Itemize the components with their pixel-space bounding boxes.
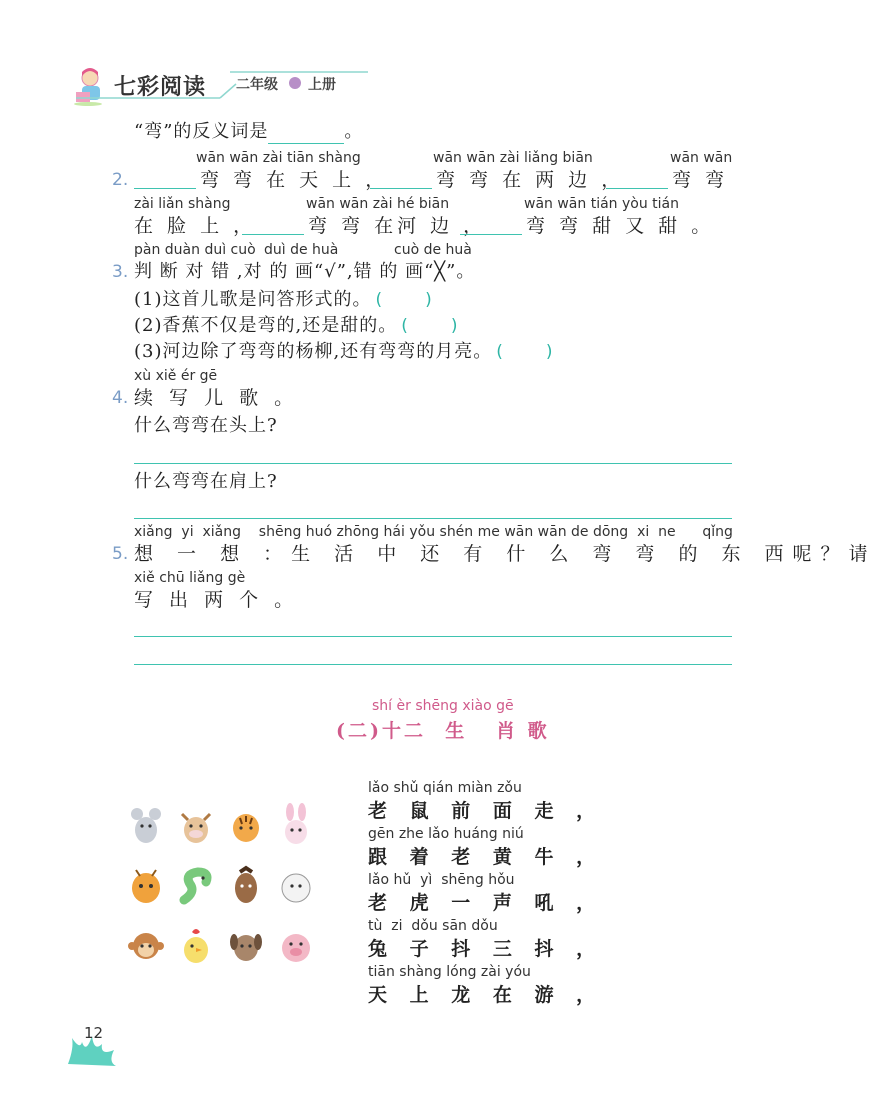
poem-line-3: 老 虎 一 声 吼 ， <box>368 892 604 914</box>
pig-icon <box>276 924 316 968</box>
tiger-icon <box>226 804 266 848</box>
poem-line-3-pinyin: lǎo hǔ yì shēng hǒu <box>368 872 515 888</box>
q5-answer-line-1[interactable] <box>134 636 732 637</box>
ox-icon <box>176 804 216 848</box>
q3-answer-2[interactable]: ( ) <box>401 316 459 336</box>
q2-pinyin-2b: wān wān zài hé biān <box>306 196 450 212</box>
q1-answer-blank[interactable] <box>268 123 344 144</box>
q5-answer-line-2[interactable] <box>134 664 732 665</box>
q1-tail <box>134 120 363 144</box>
q2-blank-1[interactable] <box>134 168 196 189</box>
q4-pinyin: xù xiě ér gē <box>134 368 218 384</box>
horse-icon <box>226 864 266 908</box>
q2-blank-3[interactable] <box>606 168 668 189</box>
q5-number: 5. <box>112 544 129 564</box>
dog-icon <box>226 924 266 968</box>
grade-dot-icon <box>288 76 302 90</box>
q5-line-2: 写 出 两 个 。 <box>134 589 299 611</box>
q1-period: 。 <box>344 121 364 142</box>
q4-number: 4. <box>112 388 129 408</box>
q5-pinyin-2: xiě chū liǎng gè <box>134 570 246 586</box>
rat-icon <box>126 804 166 848</box>
q5-line-1: 想 一 想 ：生 活 中 还 有 什 么 弯 弯 的 东 西呢？请 <box>134 543 877 565</box>
q2-pinyin-1c: wān wān <box>670 150 733 166</box>
rooster-icon <box>176 924 216 968</box>
q2-line1a: 弯 弯 在 天 上 ， <box>200 169 389 191</box>
q2-blank-2[interactable] <box>370 168 432 189</box>
q2-pinyin-1a: wān wān zài tiān shàng <box>196 150 361 166</box>
q4-answer-line-1[interactable] <box>134 463 732 464</box>
q2-line2c: 弯 弯 甜 又 甜 。 <box>526 215 715 237</box>
q2-number: 2. <box>112 170 129 190</box>
poem-line-4: 兔 子 抖 三 抖 ， <box>368 938 604 960</box>
volume-label: 上册 <box>308 77 336 93</box>
q2-blank-5[interactable] <box>460 214 522 235</box>
monkey-icon <box>126 924 166 968</box>
q3-item-1 <box>134 288 433 312</box>
q2-pinyin-2a: zài liǎn shàng <box>134 196 231 212</box>
snake-icon <box>176 864 216 908</box>
poem-line-5-pinyin: tiān shàng lóng zài yóu <box>368 964 531 980</box>
poem-line-1: 老 鼠 前 面 走 ， <box>368 800 604 822</box>
q3-number: 3. <box>112 262 129 282</box>
poem-line-2: 跟 着 老 黄 牛 ， <box>368 846 604 868</box>
goat-icon <box>276 864 316 908</box>
q3-pinyin-a: pàn duàn duì cuò <box>134 242 256 258</box>
poem-line-5: 天 上 龙 在 游 ， <box>368 984 604 1006</box>
q3-item-3-text: (3)河边除了弯弯的杨柳,还有弯弯的月亮。 <box>134 341 493 362</box>
q3-answer-1[interactable]: ( ) <box>375 290 433 310</box>
q2-line1c: 弯 弯 <box>672 169 729 191</box>
rabbit-icon <box>276 804 316 848</box>
q5-pinyin-1: xiǎng yi xiǎng shēng huó zhōng hái yǒu shén me wān wān de dōng xi ne qǐng <box>134 524 733 540</box>
q3-answer-3[interactable]: ( ) <box>496 342 554 362</box>
poem-line-1-pinyin: lǎo shǔ qián miàn zǒu <box>368 780 522 796</box>
page-number: 12 <box>84 1024 104 1042</box>
q4-prompt-1: 什么弯弯在头上? <box>134 415 278 436</box>
header <box>70 62 370 108</box>
q4-prompt-2: 什么弯弯在肩上? <box>134 471 278 492</box>
q3-pinyin-c: cuò de huà <box>394 242 472 258</box>
q2-line2b: 弯 弯 在河 边 ， <box>308 215 487 237</box>
poem-line-4-pinyin: tù zi dǒu sān dǒu <box>368 918 498 934</box>
q2-pinyin-2c: wān wān tián yòu tián <box>524 196 679 212</box>
q4-title: 续 写 儿 歌 。 <box>134 387 299 409</box>
brand-title: 七彩阅读 <box>114 75 207 100</box>
q1-text: “弯”的反义词是 <box>134 121 269 142</box>
q2-line1b: 弯 弯 在 两 边 ， <box>436 169 625 191</box>
q2-line2a: 在 脸 上 ， <box>134 215 257 237</box>
poem-title-pinyin: shí èr shēng xiào gē <box>372 698 514 714</box>
q3-item-2 <box>134 314 459 338</box>
poem-title: (二)十二 生 肖 歌 <box>336 720 550 742</box>
q4-answer-line-2[interactable] <box>134 518 732 519</box>
q2-pinyin-1b: wān wān zài liǎng biān <box>433 150 593 166</box>
q3-item-3 <box>134 340 554 364</box>
dragon-icon <box>126 864 166 908</box>
q3-item-2-text: (2)香蕉不仅是弯的,还是甜的。 <box>134 315 398 336</box>
q3-title: 判 断 对 错 ,对 的 画“√”,错 的 画“╳”。 <box>134 261 476 282</box>
grade-label: 二年级 <box>236 77 278 93</box>
q3-pinyin-b: duì de huà <box>264 242 339 258</box>
q3-item-1-text: (1)这首儿歌是问答形式的。 <box>134 289 372 310</box>
zodiac-animals-illustration <box>124 800 320 990</box>
poem-line-2-pinyin: gēn zhe lǎo huáng niú <box>368 826 524 842</box>
q2-blank-4[interactable] <box>242 214 304 235</box>
